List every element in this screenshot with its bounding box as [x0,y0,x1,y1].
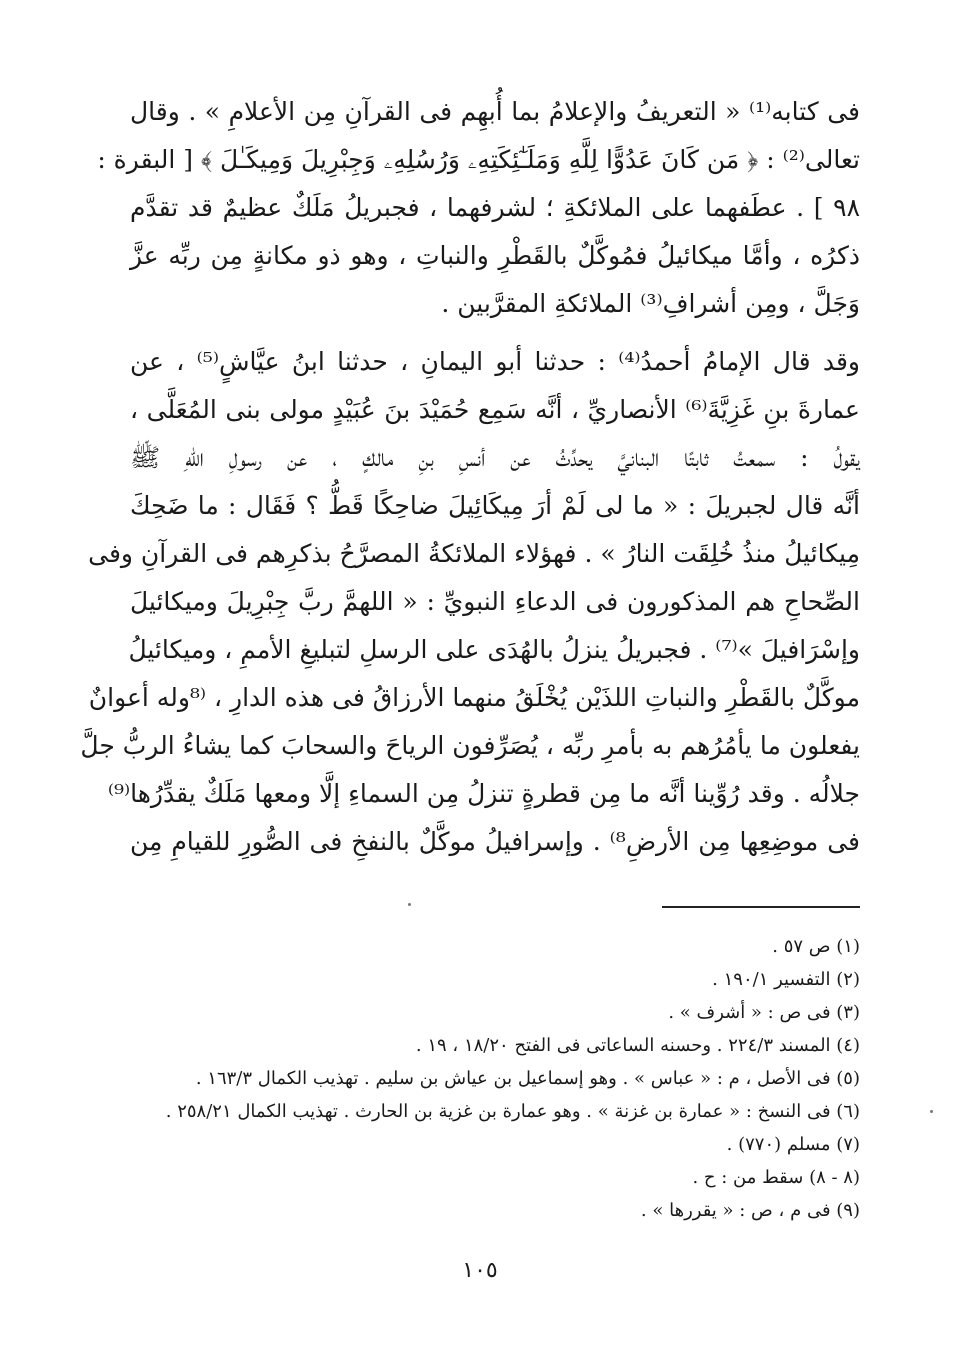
text-line: جلالُه . وقد رُوِّينا أنَّه ما مِن قطرةٍ تنزلُ مِن السماءِ إلَّا ومعها مَلَكٌ يقدِّرُها⁽⁹⁾ [107,779,860,808]
text-line: عمارةَ بنِ غَزِيَّةَ⁽⁶⁾ الأنصاريِّ ، أنَّه سَمِع حُمَيْدَ بنَ عُبَيْدٍ مولى بنى المُعَلَّى ، [130,395,860,424]
text-line: وَجَلَّ ، ومِن أشرافِ⁽³⁾ الملائكةِ المقرَّبين . [441,289,860,318]
footnote: (٨ - ٨) سقط من : ح . [692,1167,860,1188]
footnote: (٤) المسند ٢٢٤/٣ . وحسنه الساعاتى فى الفتح ١٨/٢٠ ، ١٩ . [415,1035,860,1056]
footnote: (٧) مسلم (٧٧٠) . [726,1134,860,1155]
text-line: يفعلون ما يأمُرُهم به بأمرِ ربِّه ، يُصَرِّفون الرياحَ والسحابَ كما يشاءُ الربُّ جلَّ [80,731,860,760]
footnote: (٩) فى م ، ص : « يقررها » . [640,1200,860,1221]
paragraph-1 [97,88,861,328]
text-line: فى كتابه⁽¹⁾ « التعريفُ والإعلامُ بما أُبهِم فى القرآنِ مِن الأعلامِ » . وقال [130,97,861,126]
main-text [80,88,861,866]
paragraph-2 [80,338,860,866]
scan-speck [408,903,411,906]
page-number: ١٠٥ [462,1258,498,1283]
text-line: موكَّلٌ بالقَطْرِ والنباتِ اللذَيْن يُخْلَقُ منهما الأرزاقُ فى هذه الدارِ ، ⁽⁸وله أعوانٌ [88,683,860,712]
paragraph-gap [130,328,860,338]
text-line: وإسْرَافيلَ »⁽⁷⁾ . فجبريلُ ينزلُ بالهُدَى على الرسلِ لتبليغِ الأممِ ، وميكائيلُ [128,635,860,664]
text-line: ٩٨ ] . عطَفهما على الملائكةِ ؛ لشرفهما ، فجبريلُ مَلَكٌ عظيمٌ قد تقدَّم [130,193,860,222]
footnote: (١) ص ٥٧ . [772,936,860,957]
footnote: (٥) فى الأصل ، م : « عباس » . وهو إسماعيل بن عياش بن سليم . تهذيب الكمال ١٦٣/٣ . [195,1068,860,1089]
text-line: وقد قال الإمامُ أحمدُ⁽⁴⁾ : حدثنا أبو اليمانِ ، حدثنا ابنُ عيَّاشٍ⁽⁵⁾ ، عن [130,347,860,376]
scan-speck [930,1110,933,1113]
footnote: (٦) فى النسخ : « عمارة بن غزنة » . وهو عمارة بن غزية بن الحارث . تهذيب الكمال ٢٥٨/٢١ . [165,1101,860,1122]
text-line: الصِّحاحِ هم المذكورون فى الدعاءِ النبويِّ : « اللهمَّ ربَّ جِبْرِيلَ وميكائيلَ [130,587,860,616]
text-line: فى موضِعِها مِن الأرضِ⁸⁾ . وإسرافيلُ موكَّلٌ بالنفخِ فى الصُّورِ للقيامِ مِن [130,827,860,856]
text-line: يقولُ : سمعتُ ثابتًا البنانيَّ يحدِّثُ عن أنسِ بنِ مالكٍ ، عن رسولِ اللهِ ﷺ [130,443,860,472]
footnote-separator [662,906,860,908]
footnotes [130,930,860,1227]
footnote: (٢) التفسير ١٩٠/١ . [712,969,860,990]
footnote: (٣) فى ص : « أشرف » . [668,1002,860,1023]
text-line: أنَّه قال لجبريلَ : « ما لى لَمْ أرَ مِيكَائِيلَ ضاحِكًا قَطُّ ؟ فَقَال : ما ضَحِكَ [130,491,860,520]
text-line: تعالى⁽²⁾ : ﴿ مَن كَانَ عَدُوًّا لِلَّهِ وَمَلَـٰٓئِكَتِهِۦ وَرُسُلِهِۦ وَجِبْرِيلَ وَمِيكَـٰلَ ﴾ [ البقرة : [97,145,860,174]
text-line: مِيكائيلُ منذُ خُلِقَت النارُ » . فهؤلاء الملائكةُ المصرَّحُ بذكرِهم فى القرآنِ وفى [88,539,860,568]
text-line: ذكرُه ، وأمَّا ميكائيلُ فمُوكَّلٌ بالقَطْرِ والنباتِ ، وهو ذو مكانةٍ مِن ربِّه عزَّ [130,241,860,270]
